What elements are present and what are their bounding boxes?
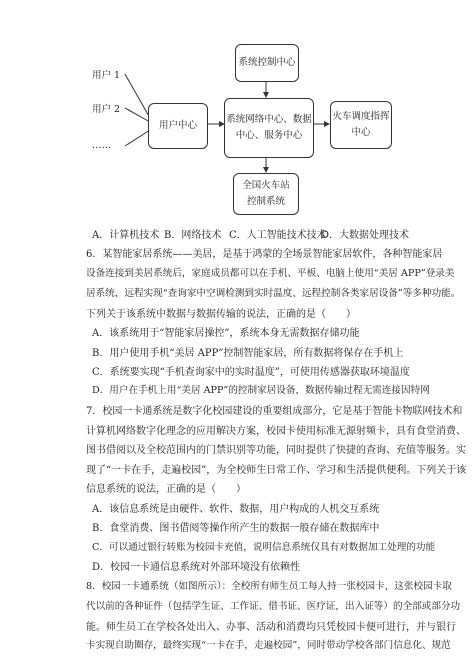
q7-stem-line-4: 现了“一卡在手，走遍校园”，为全校师生日常工作、学习和生活提供便利。下列关于该 <box>86 465 467 476</box>
q8-stem-line-2: 代以前的各种证件（包括学生证、工作证、借书证、医疗证，出入证等）的全部或部分功 <box>86 601 461 612</box>
user-more-line <box>125 130 150 146</box>
q7-option-a: A．该信息系统是由硬件、软件、数据，用户构成的人机交互系统 <box>92 504 380 515</box>
q8-stem-line-1: 8．校园一卡通系统（如图所示）：全校所有师生员工每人持一张校园卡，这张校园卡取 <box>86 581 452 592</box>
national-station-box <box>233 173 299 215</box>
train-dispatch-line1: 火车调度指挥 <box>332 111 390 122</box>
q6-stem-line-1: 6．某智能家居系统——美居，是基于鸿蒙的全场景智能家居软件，各种智能家居 <box>86 249 443 260</box>
q8-stem-line-3: 能。师生员工在学校各处出入、办事、活动和消费均只凭校园卡便可进行，并与银行 <box>86 622 456 633</box>
user-more-label: …… <box>92 140 111 151</box>
q6-option-c: C．系统要实现“手机查询家中的实时温度”，可使用传感器获取环境温度 <box>92 367 410 378</box>
q6-option-a: A．该系统用于“智能家居操控”，系统本身无需数据存储功能 <box>92 328 360 339</box>
user-center-box <box>148 103 208 149</box>
system-control-label: 系统控制中心 <box>238 57 296 68</box>
national-station-line2: 控制系统 <box>246 196 285 207</box>
q5-option-d: D．大数据处理技术 <box>321 230 410 241</box>
q5-option-b: B．网络技术 <box>164 230 222 241</box>
network-center-box <box>224 98 314 158</box>
national-station-line1: 全国火车站 <box>242 180 290 191</box>
q5-option-a: A．计算机技术 <box>92 230 160 241</box>
q7-option-b: B．食堂消费、图书借阅等操作所产生的数据一般存储在数据库中 <box>92 523 380 534</box>
q7-stem-line-3: 图书借阅以及全校范围内的门禁识别等功能，同时提供了快捷的查询、充值等服务。实 <box>86 445 466 456</box>
user-2-label: 用户 2 <box>92 104 121 115</box>
q7-stem-line-5: 信息系统的说法，正确的是（ ） <box>86 484 246 495</box>
user-1-label: 用户 1 <box>92 70 121 81</box>
system-diagram <box>0 0 474 225</box>
q6-option-d: D．用户在手机上用“美居 APP”的控制家居设备，数据传输过程无需连接因特网 <box>92 385 430 396</box>
q7-option-c: C．可以通过银行转账为校园卡充值，说明信息系统仅具有对数据加工处理的功能 <box>92 542 436 553</box>
q8-stem-line-4: 卡实现自助圈存，最终实现“一卡在手，走遍校园”，同时带动学校各部门信息化、规范 <box>86 640 451 651</box>
system-control-box <box>235 44 299 82</box>
q6-option-b: B．用户使用手机“美居 APP”控制智能家居，所有数据将保存在手机上 <box>92 348 404 359</box>
q6-stem-line-2: 设备连接到美居系统后，家庭成员都可以在手机、平板、电脑上使用“美居 APP”登录美 <box>86 268 455 279</box>
user1-line <box>125 74 150 118</box>
q6-stem-line-3: 居系统，远程实现“查询家中空调检测到实时温度、远程控制各类家居设备”等多种功能。 <box>86 288 461 299</box>
q5-option-c: C．人工智能技术技术 <box>229 230 327 241</box>
q7-stem-line-1: 7．校园一卡通系统是数字化校园建设的重要组成部分，它是基于智能卡物联网技术和 <box>86 406 463 417</box>
q6-stem-line-4: 下列关于该系统中数据与数据传输的说法，正确的是（ ） <box>86 309 356 320</box>
user-center-label: 用户中心 <box>158 120 197 131</box>
train-dispatch-box <box>330 101 392 149</box>
network-center-line1: 系统网络中心、数据 <box>226 114 312 125</box>
network-center-line2: 中心、服务中心 <box>235 130 303 141</box>
train-dispatch-line2: 中心 <box>351 127 371 138</box>
q7-stem-line-2: 计算机网络数字化理念的应用解决方案，校园卡使用标准无源射频卡，具有食堂消费、 <box>86 426 466 437</box>
user2-line <box>125 108 150 122</box>
q7-option-d: D．校园一卡通信息系统对外部环境没有依赖性 <box>92 562 301 573</box>
